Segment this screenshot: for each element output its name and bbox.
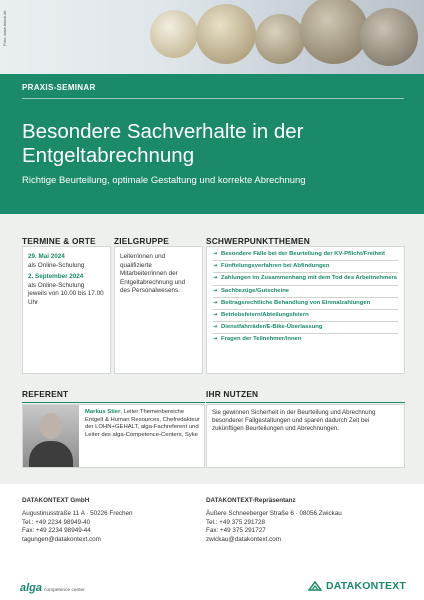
zielgruppe-heading: ZIELGRUPPE	[114, 236, 203, 250]
contact-left-org: DATAKONTEXT GmbH	[22, 497, 90, 504]
zielgruppe-text: Leiter/innen und qualifizierte Mitarbeiter/innen der Entgeltabrechnung und des Personalwesens.	[120, 253, 186, 295]
referent-name: Markus Stier	[85, 409, 121, 415]
date-1: 29. Mai 2024	[28, 253, 65, 260]
banner-divider	[22, 98, 404, 99]
zielgruppe-card	[114, 246, 203, 374]
mode-1: als Online-Schulung	[28, 261, 85, 269]
contact-right-email[interactable]: zwickau@datakontext.com	[206, 536, 281, 544]
speaker-body-shape	[29, 441, 73, 467]
contact-right-fax: Fax: +49 375 291727	[206, 527, 266, 535]
referent-card	[22, 404, 205, 468]
datakontext-logo	[308, 580, 406, 592]
title-banner	[0, 74, 424, 214]
alga-logo-word: alga	[20, 582, 43, 594]
topic-item: ➔ Dienstfahrräder/E-Bike-Überlassung	[213, 324, 398, 334]
topic-item: ➔ Zahlungen im Zusammenhang mit dem Tod des Arbeitnehmers	[213, 275, 398, 285]
speaker-head-shape	[40, 413, 62, 439]
referent-text	[85, 409, 203, 439]
page-subtitle: Richtige Beurteilung, optimale Gestaltung und korrekte Abrechnung	[22, 175, 306, 186]
photo-credit: Foto: www.istock.de	[2, 10, 7, 46]
datakontext-mark-icon	[308, 581, 322, 591]
referent-bio: , Leiter Themenbereiche Entgelt & Human Resources, Chefredakteur der LOHN+GEHALT, alga-Fachreferent und Leiter des alga-Competence-Centers, Syke	[85, 409, 200, 438]
schwerpunkte-heading: SCHWERPUNKTTHEMEN	[206, 236, 405, 250]
nutzen-card	[206, 404, 405, 468]
date-2: 2. September 2024	[28, 273, 84, 281]
topic-item: ➔ Beitragsrechtliche Behandlung von Einmalzahlungen	[213, 300, 398, 310]
nutzen-text: Sie gewinnen Sicherheit in der Beurteilung und Abrechnung besonderer Fallgestaltungen und sparen dadurch Zeit bei zukünftigen Beurteilungen und Abrechnungen.	[212, 409, 376, 433]
page-title: Besondere Sachverhalte in der Entgeltabrechnung	[22, 120, 304, 167]
seminar-label: PRAXIS-SEMINAR	[22, 83, 96, 92]
contact-right-org: DATAKONTEXT-Repräsentanz	[206, 497, 296, 504]
topic-item: ➔ Fünftelungsverfahren bei Abfindungen	[213, 263, 398, 273]
schwerpunkte-card	[206, 246, 405, 374]
nutzen-heading: IHR NUTZEN	[206, 389, 405, 403]
termine-card	[22, 246, 111, 374]
alga-logo-sub: competence center	[44, 588, 85, 593]
contact-left	[22, 497, 133, 545]
contact-right	[206, 497, 342, 545]
contact-right-address: Äußere Schneeberger Straße 6 · 08056 Zwickau	[206, 509, 342, 517]
coin-shape	[360, 8, 418, 66]
referent-heading: REFERENT	[22, 389, 205, 403]
coin-shape	[255, 14, 305, 64]
contact-right-tel: Tel.: +49 375 291728	[206, 518, 265, 526]
contact-left-email[interactable]: tagungen@datakontext.com	[22, 536, 101, 544]
contact-left-tel: Tel.: +49 2234 98949-40	[22, 518, 91, 526]
mode-2: als Online-Schulung	[28, 281, 85, 289]
time-range: jeweils von 10.00 bis 17.00 Uhr	[28, 290, 104, 306]
alga-logo	[20, 578, 85, 596]
coin-shape	[196, 4, 256, 64]
coin-shape	[150, 10, 198, 58]
datakontext-logo-word: DATAKONTEXT	[326, 580, 406, 592]
termine-heading: TERMINE & ORTE	[22, 236, 111, 250]
contact-left-address: Augustinusstraße 11 A · 50226 Frechen	[22, 509, 133, 517]
header-photo	[0, 0, 424, 74]
topic-item: ➔ Sachbezüge/Gutscheine	[213, 288, 398, 298]
topic-item: ➔ Betriebsfeiern/Abteilungsfeiern	[213, 312, 398, 322]
coin-shape	[300, 0, 368, 64]
topic-item: ➔ Fragen der Teilnehmer/innen	[213, 336, 398, 345]
speaker-photo	[23, 405, 79, 467]
topic-item: ➔ Besondere Fälle bei der Beurteilung der KV-Pflicht/Freiheit	[213, 251, 398, 261]
contact-left-fax: Fax: +49 2234 98949-44	[22, 527, 91, 535]
